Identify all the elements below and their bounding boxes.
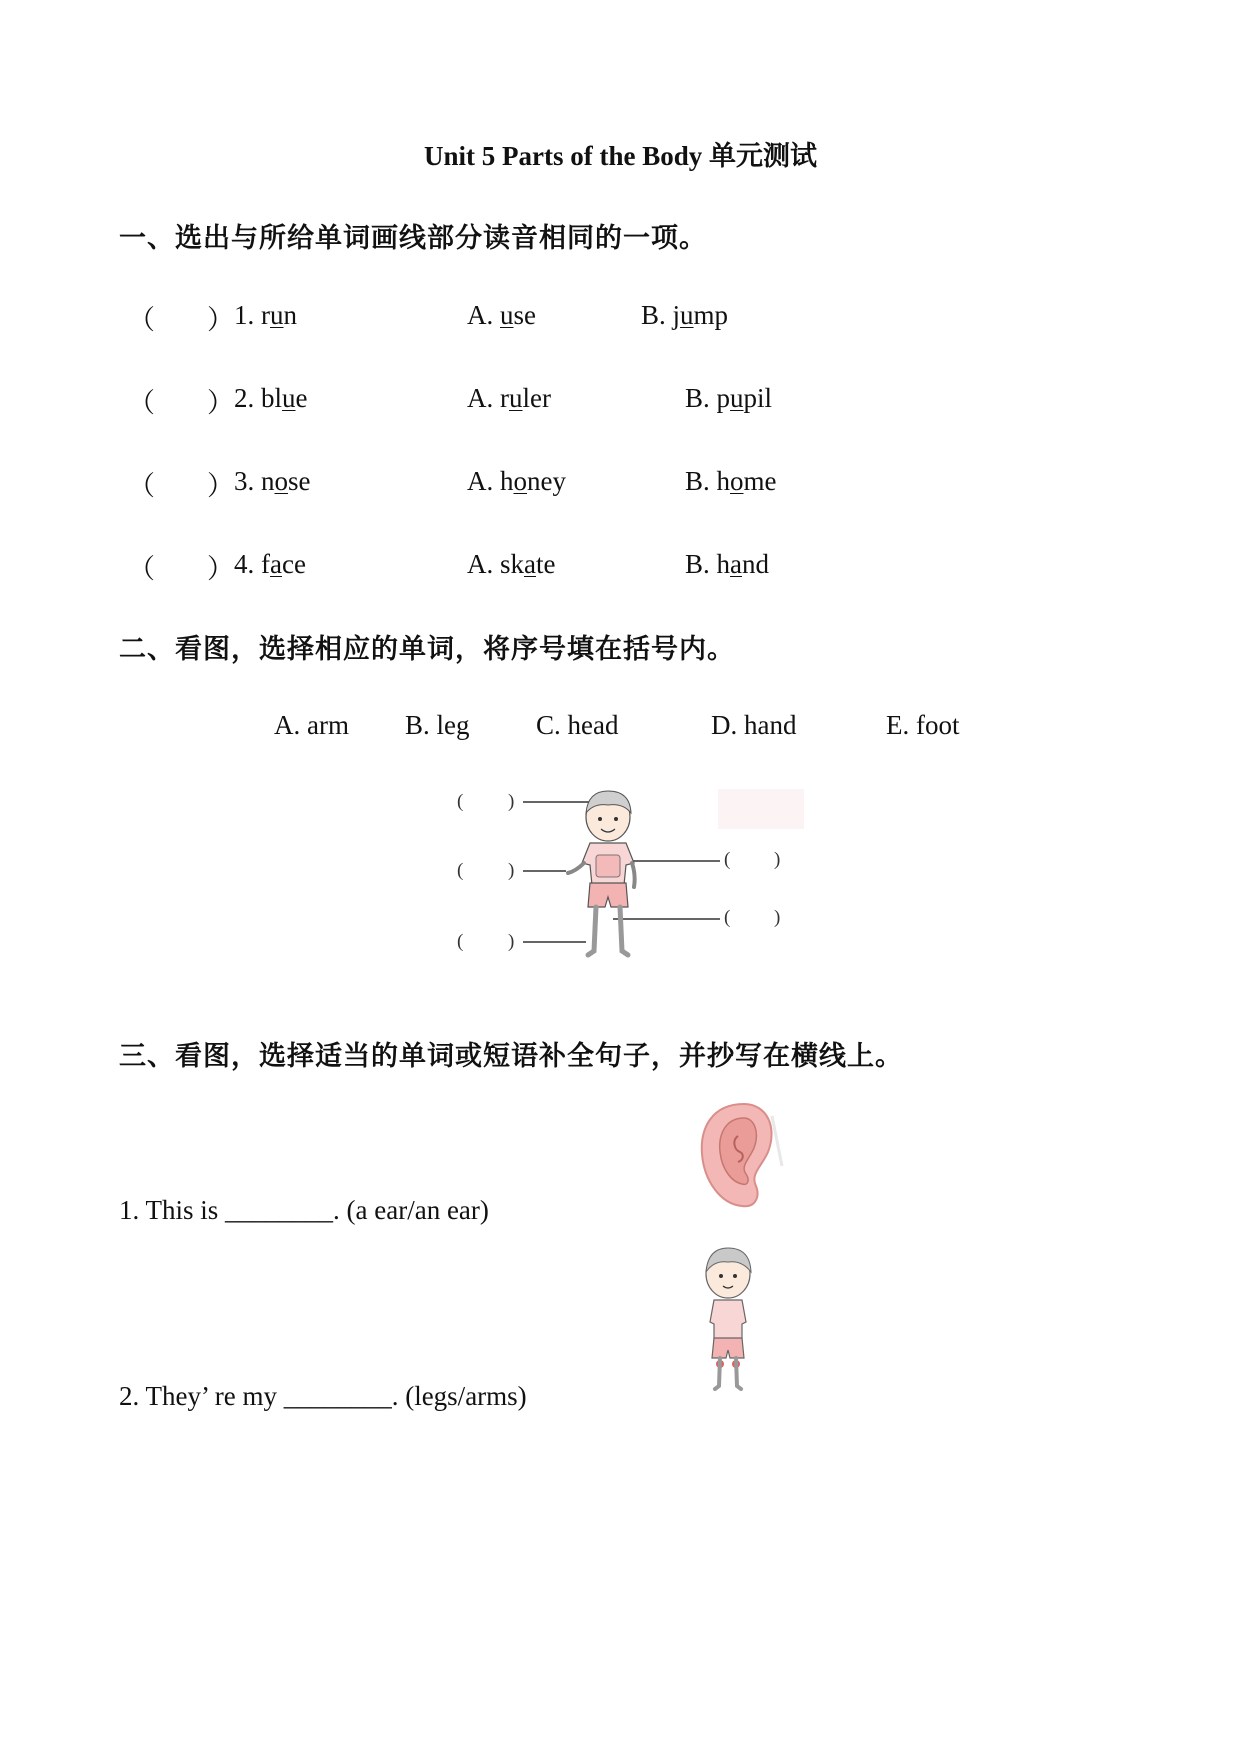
option-a: A. use (467, 300, 536, 330)
answer-paren-close: ） (207, 388, 234, 418)
section1-heading: 一、选出与所给单词画线部分读音相同的一项。 (119, 223, 707, 254)
boy-illustration (448, 783, 818, 973)
word-option: C. head (536, 710, 619, 740)
label-paren-open: ( (724, 907, 731, 928)
question-word: 2. blue (234, 383, 308, 413)
small-boy-picture (690, 1244, 766, 1394)
question-word: 4. face (234, 549, 306, 579)
word-option: D. hand (711, 710, 797, 740)
question-word: 3. nose (234, 466, 311, 496)
option-b: B. home (685, 466, 777, 496)
answer-paren-open: （ (128, 471, 155, 501)
sentence-1: 1. This is ________. (a ear/an ear) (119, 1195, 489, 1225)
label-paren-close: ) (508, 931, 515, 952)
label-paren-close: ) (508, 860, 515, 881)
option-a: A. ruler (467, 383, 551, 413)
label-paren-open: ( (457, 791, 464, 812)
answer-paren-close: ） (207, 554, 234, 584)
answer-paren-close: ） (207, 471, 234, 501)
section2-heading: 二、看图，选择相应的单词，将序号填在括号内。 (119, 634, 735, 665)
option-b: B. pupil (685, 383, 773, 413)
ear-picture (692, 1096, 788, 1214)
option-b: B. jump (641, 300, 729, 330)
option-a: A. honey (467, 466, 566, 496)
answer-paren-close: ） (207, 305, 234, 335)
word-option: E. foot (886, 710, 960, 740)
question-word: 1. run (234, 300, 297, 330)
label-paren-open: ( (457, 860, 464, 881)
label-paren-open: ( (457, 931, 464, 952)
answer-paren-open: （ (128, 388, 155, 418)
word-option: A. arm (274, 710, 349, 740)
label-paren-close: ) (774, 849, 781, 870)
boy-legs-icon (690, 1244, 766, 1394)
page-title: Unit 5 Parts of the Body 单元测试 (424, 141, 817, 171)
label-paren-open: ( (724, 849, 731, 870)
body-parts-figure (448, 783, 818, 973)
ear-icon (692, 1096, 788, 1214)
section3-heading: 三、看图，选择适当的单词或短语补全句子，并抄写在横线上。 (119, 1041, 903, 1072)
option-a: A. skate (467, 549, 556, 579)
sentence-2: 2. They’ re my ________. (legs/arms) (119, 1381, 527, 1411)
label-paren-close: ) (774, 907, 781, 928)
answer-paren-open: （ (128, 554, 155, 584)
word-option: B. leg (405, 710, 470, 740)
label-paren-close: ) (508, 791, 515, 812)
option-b: B. hand (685, 549, 769, 579)
answer-paren-open: （ (128, 305, 155, 335)
